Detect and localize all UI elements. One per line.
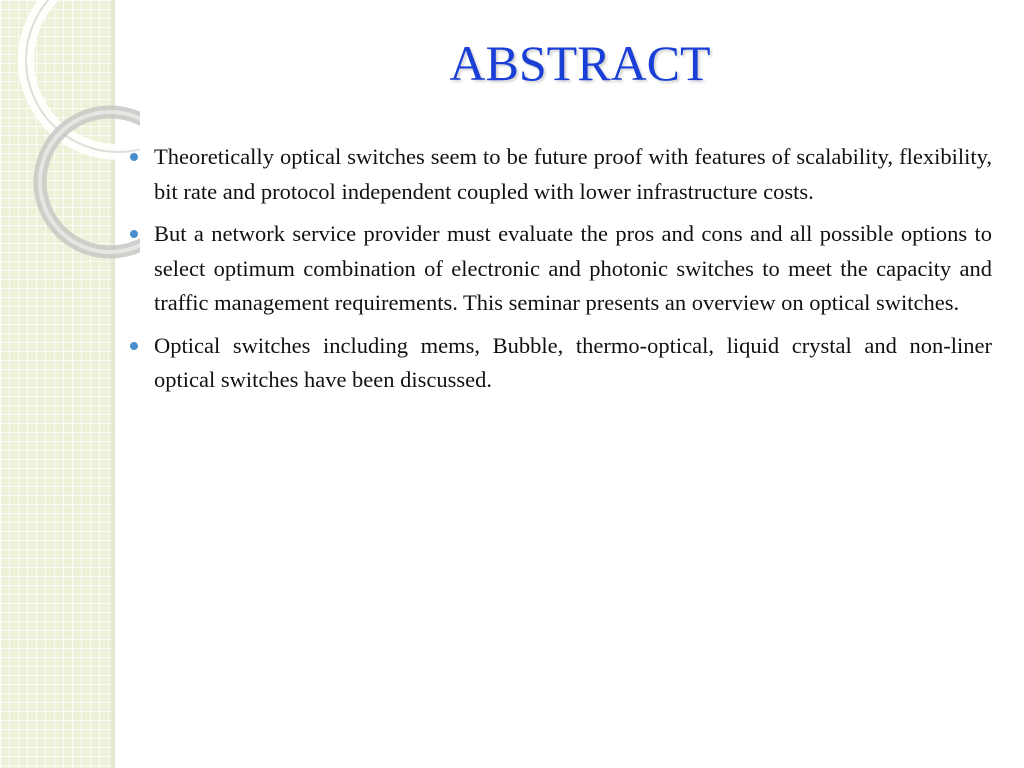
bullet-icon (130, 230, 138, 238)
bullet-list (126, 140, 992, 406)
bullet-icon (130, 342, 138, 350)
bullet-item (126, 140, 992, 209)
slide-title: ABSTRACT (449, 35, 711, 91)
bullet-item (126, 217, 992, 321)
bullet-text: But a network service provider must evaluate the pros and cons and all possible options to select optimum combination of electronic and photonic switches to meet the capacity and traffic management requirements. This seminar presents an overview on optical switches. (154, 221, 992, 315)
bullet-item (126, 329, 992, 398)
bullet-text: Theoretically optical switches seem to be future proof with features of scalability, flexibility, bit rate and protocol independent coupled with lower infrastructure costs. (154, 144, 992, 204)
bullet-text: Optical switches including mems, Bubble, thermo-optical, liquid crystal and non-liner optical switches have been discussed. (154, 332, 992, 392)
side-grid-strip (0, 0, 115, 768)
bullet-icon (130, 153, 138, 161)
